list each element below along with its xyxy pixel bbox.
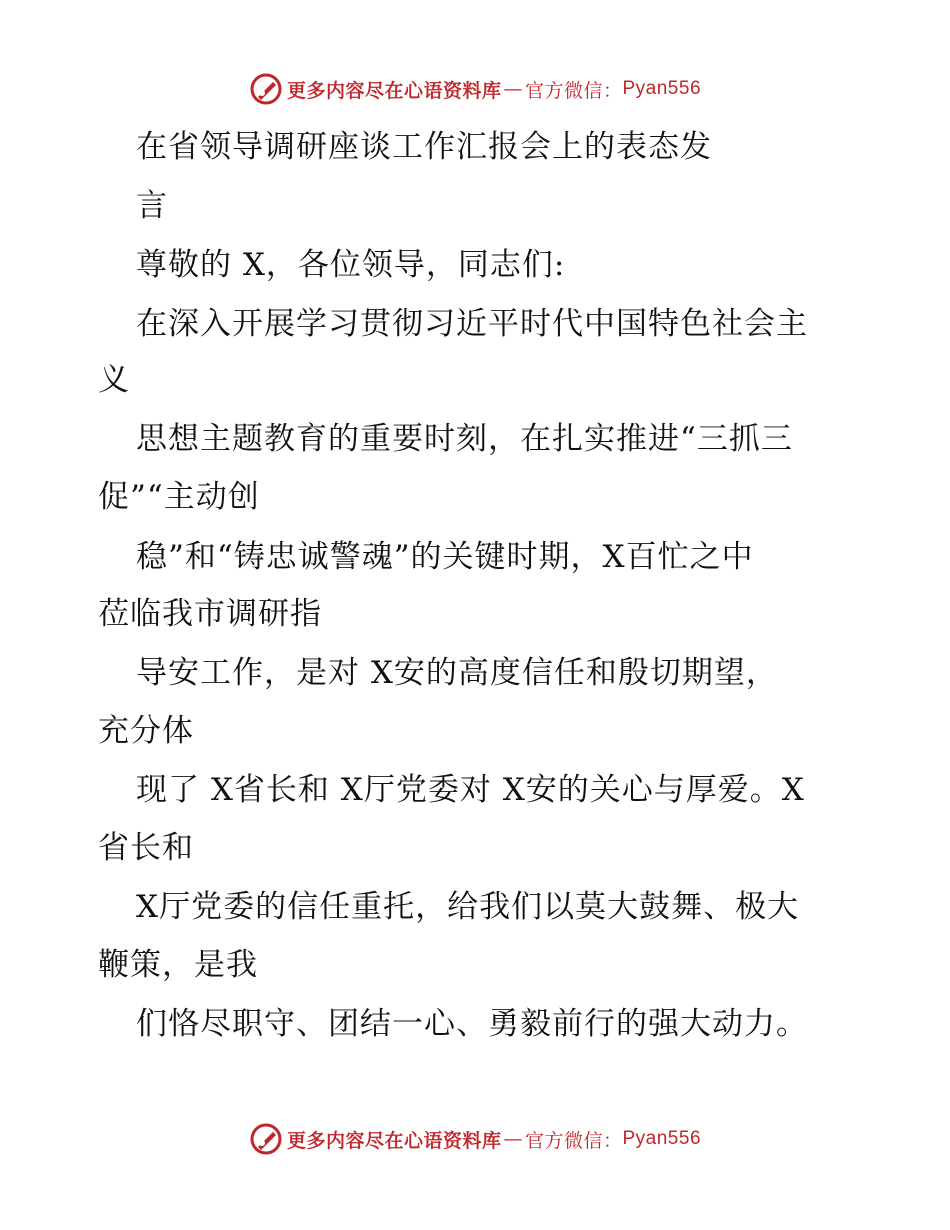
paragraph-line: 促”“主动创 bbox=[98, 479, 260, 515]
paragraph-line: 省长和 bbox=[98, 830, 194, 866]
paragraph-line: 义 bbox=[98, 362, 130, 398]
paragraph-line: 莅临我市调研指 bbox=[98, 596, 322, 632]
watermark-wechat-id: Pyan556 bbox=[622, 1128, 702, 1149]
watermark-dash: — bbox=[503, 1128, 523, 1150]
paragraph-line: 充分体 bbox=[98, 713, 194, 749]
salutation: 尊敬的 X，各位领导，同志们: bbox=[136, 247, 566, 283]
paragraph-line: 思想主题教育的重要时刻，在扎实推进“三抓三 bbox=[136, 421, 793, 457]
watermark-label: 官方微信： bbox=[524, 79, 623, 102]
document-title-continuation: 言 bbox=[136, 188, 168, 224]
watermark-main-text: 更多内容尽在心语资料库 bbox=[286, 79, 502, 102]
paragraph-line: 在深入开展学习贯彻习近平时代中国特色社会主 bbox=[136, 306, 808, 342]
footer-watermark bbox=[0, 1122, 950, 1156]
paragraph-line: 现了 X省长和 X厅党委对 X安的关心与厚爱。X bbox=[136, 772, 805, 808]
paragraph-line: X厅党委的信任重托，给我们以莫大鼓舞、极大 bbox=[136, 889, 800, 925]
watermark-main-text: 更多内容尽在心语资料库 bbox=[286, 1129, 502, 1152]
watermark-wechat-id: Pyan556 bbox=[622, 78, 702, 99]
paragraph-line: 稳”和“铸忠诚警魂”的关键时期，X百忙之中 bbox=[136, 539, 754, 575]
watermark-dash: — bbox=[503, 78, 523, 100]
paragraph-line: 导安工作，是对 X安的高度信任和殷切期望， bbox=[136, 655, 778, 691]
pen-logo-icon bbox=[249, 72, 283, 106]
paragraph-line: 鞭策，是我 bbox=[98, 947, 258, 983]
header-watermark bbox=[0, 72, 950, 106]
document-title: 在省领导调研座谈工作汇报会上的表态发 bbox=[136, 129, 712, 165]
paragraph-line: 们恪尽职守、团结一心、勇毅前行的强大动力。 bbox=[136, 1006, 808, 1042]
watermark-label: 官方微信： bbox=[524, 1129, 623, 1152]
pen-logo-icon bbox=[249, 1122, 283, 1156]
